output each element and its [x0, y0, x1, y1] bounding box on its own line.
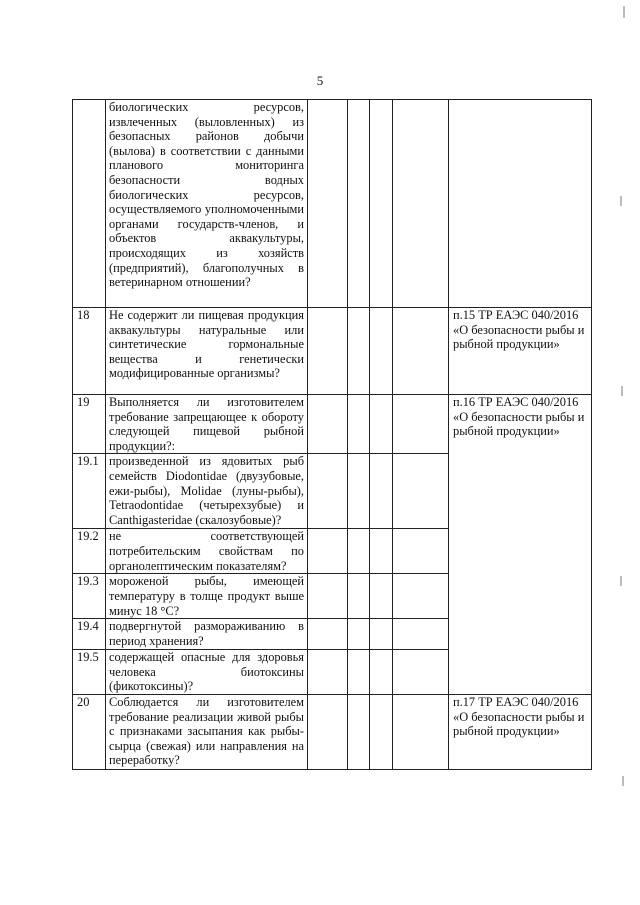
answer-na-cell [370, 574, 393, 619]
row-number: 19.2 [73, 529, 106, 574]
regulation-reference: п.17 ТР ЕАЭС 040/2016 «О безопасности рыбы и рыбной продукции» [449, 694, 592, 769]
answer-no-cell [348, 619, 370, 650]
answer-na-cell [370, 694, 393, 769]
comment-cell [393, 395, 449, 454]
answer-yes-cell [308, 619, 348, 650]
answer-na-cell [370, 100, 393, 308]
answer-no-cell [348, 529, 370, 574]
scan-artifact-mark [620, 576, 622, 586]
scan-artifact-mark [622, 776, 624, 786]
row-number: 19 [73, 395, 106, 454]
requirement-text: не соответствующей потребительским свойствам по органолептическим показателям? [106, 529, 308, 574]
regulation-reference [449, 100, 592, 308]
comment-cell [393, 529, 449, 574]
row-number: 20 [73, 694, 106, 769]
requirement-text: содержащей опасные для здоровья человека биотоксины (фикотоксины)? [106, 650, 308, 695]
requirement-text: Соблюдается ли изготовителем требование реализации живой рыбы с признаками засыпания как рыбы-сырца (свежая) или направления на переработку? [106, 694, 308, 769]
answer-no-cell [348, 650, 370, 695]
requirement-text: Не содержит ли пищевая продукция аквакультуры натуральные или синтетические гормональные вещества и генетически модифицированные организмы? [106, 308, 308, 395]
answer-no-cell [348, 694, 370, 769]
answer-na-cell [370, 395, 393, 454]
answer-yes-cell [308, 454, 348, 529]
row-number: 19.4 [73, 619, 106, 650]
row-number: 19.3 [73, 574, 106, 619]
table-row-20 [73, 694, 592, 769]
answer-no-cell [348, 574, 370, 619]
requirement-text: Выполняется ли изготовителем требование запрещающее к обороту следующей пищевой рыбной продукции?: [106, 395, 308, 454]
row-number: 19.5 [73, 650, 106, 695]
answer-yes-cell [308, 650, 348, 695]
answer-no-cell [348, 100, 370, 308]
table-row-continuation [73, 100, 592, 308]
answer-yes-cell [308, 574, 348, 619]
answer-no-cell [348, 395, 370, 454]
row-number [73, 100, 106, 308]
checklist-table [72, 99, 592, 770]
comment-cell [393, 454, 449, 529]
comment-cell [393, 100, 449, 308]
comment-cell [393, 574, 449, 619]
requirement-text: биологических ресурсов, извлеченных (выловленных) из безопасных районов добычи (вылова) в соответствии с данными планового мониторинга безопасности водных биологических ресурсов, осуществляемого уполномоченными органами государств-членов, и объектов аквакультуры, происходящих из хозяйств (предприятий), благополучных в ветеринарном отношении? [106, 100, 308, 308]
regulation-reference: п.16 ТР ЕАЭС 040/2016 «О безопасности рыбы и рыбной продукции» [449, 395, 592, 695]
comment-cell [393, 308, 449, 395]
requirement-text: мороженой рыбы, имеющей температуру в толще продукт выше минус 18 °С? [106, 574, 308, 619]
answer-na-cell [370, 308, 393, 395]
scan-artifact-mark [620, 196, 622, 206]
requirement-text: произведенной из ядовитых рыб семейств Diodontidae (двузубовые, ежи-рыбы), Molidae (луны-рыбы), Tetraodontidae (четырехзубые) и Canthigasteridae (скалозубовые)? [106, 454, 308, 529]
answer-no-cell [348, 308, 370, 395]
answer-na-cell [370, 529, 393, 574]
scan-artifact-mark [621, 386, 623, 396]
page-number: 5 [316, 73, 324, 88]
answer-yes-cell [308, 694, 348, 769]
requirement-text: подвергнутой размораживанию в период хранения? [106, 619, 308, 650]
regulation-reference: п.15 ТР ЕАЭС 040/2016 «О безопасности рыбы и рыбной продукции» [449, 308, 592, 395]
comment-cell [393, 650, 449, 695]
answer-yes-cell [308, 395, 348, 454]
table-row-18 [73, 308, 592, 395]
table-row-19 [73, 395, 592, 454]
answer-na-cell [370, 650, 393, 695]
answer-yes-cell [308, 100, 348, 308]
answer-yes-cell [308, 308, 348, 395]
answer-na-cell [370, 619, 393, 650]
comment-cell [393, 694, 449, 769]
answer-na-cell [370, 454, 393, 529]
scan-artifact-mark [623, 6, 625, 18]
answer-no-cell [348, 454, 370, 529]
comment-cell [393, 619, 449, 650]
row-number: 19.1 [73, 454, 106, 529]
answer-yes-cell [308, 529, 348, 574]
row-number: 18 [73, 308, 106, 395]
